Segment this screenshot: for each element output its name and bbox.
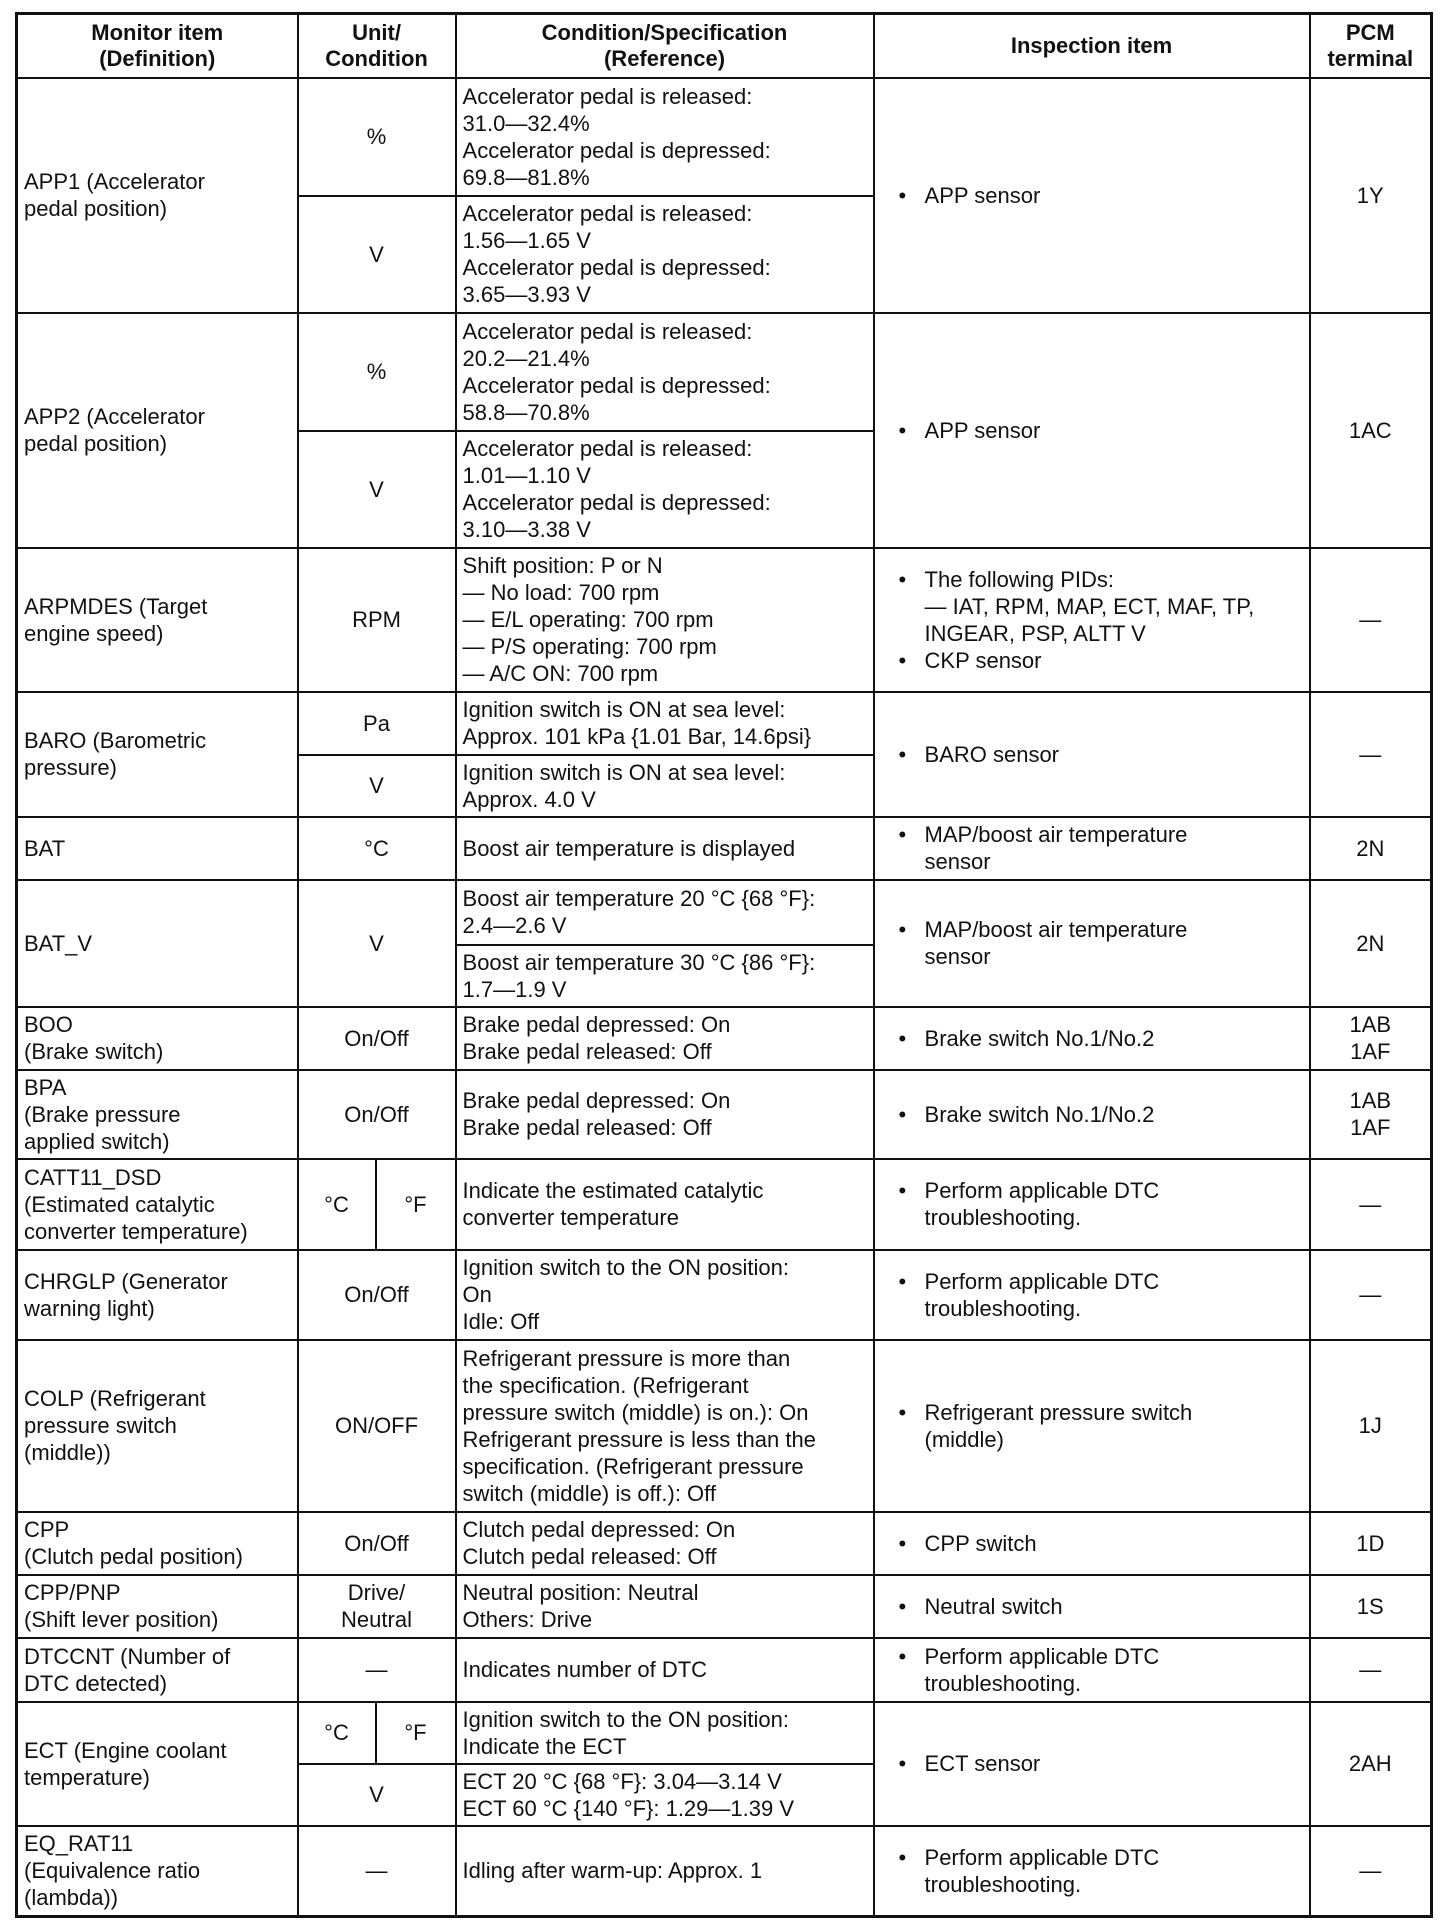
table-row bbox=[17, 817, 1432, 880]
header-monitor-item: Monitor item (Definition) bbox=[17, 14, 298, 78]
pcm-terminal: 2AH bbox=[1310, 1702, 1432, 1826]
pcm-terminal: 1AB 1AF bbox=[1310, 1007, 1432, 1070]
condition-cell: Accelerator pedal is released: 1.01—1.10 V Accelerator pedal is depressed: 3.10—3.38 V bbox=[456, 431, 874, 548]
inspection-list bbox=[881, 566, 1303, 674]
unit-cell: °C bbox=[298, 1159, 376, 1250]
unit-cell: °C bbox=[298, 1702, 376, 1764]
inspection-item: • Perform applicable DTC troubleshooting. bbox=[903, 1844, 1303, 1898]
pcm-terminal: — bbox=[1310, 1159, 1432, 1250]
unit-cell: On/Off bbox=[298, 1250, 456, 1340]
inspection-item: • BARO sensor bbox=[903, 741, 1303, 768]
inspection-cell bbox=[874, 1638, 1310, 1702]
table-row bbox=[17, 78, 1432, 196]
inspection-list bbox=[881, 1643, 1303, 1697]
unit-cell: V bbox=[298, 196, 456, 313]
inspection-list bbox=[881, 417, 1303, 444]
inspection-list bbox=[881, 916, 1303, 970]
condition-cell: Brake pedal depressed: On Brake pedal released: Off bbox=[456, 1007, 874, 1070]
inspection-item: • Neutral switch bbox=[903, 1593, 1303, 1620]
inspection-cell bbox=[874, 1340, 1310, 1512]
monitor-item: BAT_V bbox=[17, 880, 298, 1007]
inspection-item: • APP sensor bbox=[903, 417, 1303, 444]
inspection-item: • Perform applicable DTC troubleshooting. bbox=[903, 1268, 1303, 1322]
monitor-item: ARPMDES (Target engine speed) bbox=[17, 548, 298, 692]
inspection-list bbox=[881, 1844, 1303, 1898]
condition-cell: Indicate the estimated catalytic converter temperature bbox=[456, 1159, 874, 1250]
table-row bbox=[17, 313, 1432, 431]
monitor-item: APP2 (Accelerator pedal position) bbox=[17, 313, 298, 548]
inspection-list bbox=[881, 182, 1303, 209]
unit-cell-alt: °F bbox=[376, 1702, 456, 1764]
condition-cell: Accelerator pedal is released: 31.0—32.4% Accelerator pedal is depressed: 69.8—81.8% bbox=[456, 78, 874, 196]
inspection-list bbox=[881, 1750, 1303, 1777]
condition-cell: Ignition switch is ON at sea level: Approx. 4.0 V bbox=[456, 755, 874, 817]
pcm-terminal: — bbox=[1310, 1826, 1432, 1917]
condition-cell: Indicates number of DTC bbox=[456, 1638, 874, 1702]
inspection-cell bbox=[874, 548, 1310, 692]
pcm-terminal: 1D bbox=[1310, 1512, 1432, 1575]
monitor-item: CHRGLP (Generator warning light) bbox=[17, 1250, 298, 1340]
inspection-cell bbox=[874, 78, 1310, 313]
table-row bbox=[17, 1702, 1432, 1764]
monitor-item: EQ_RAT11 (Equivalence ratio (lambda)) bbox=[17, 1826, 298, 1917]
inspection-item: • Perform applicable DTC troubleshooting. bbox=[903, 1177, 1303, 1231]
condition-cell: ECT 20 °C {68 °F}: 3.04—3.14 V ECT 60 °C {140 °F}: 1.29—1.39 V bbox=[456, 1764, 874, 1826]
inspection-item: • MAP/boost air temperature sensor bbox=[903, 821, 1303, 875]
condition-cell: Neutral position: Neutral Others: Drive bbox=[456, 1575, 874, 1638]
pcm-terminal: 1AC bbox=[1310, 313, 1432, 548]
inspection-cell bbox=[874, 1070, 1310, 1159]
inspection-item: • ECT sensor bbox=[903, 1750, 1303, 1777]
pcm-terminal: 1Y bbox=[1310, 78, 1432, 313]
inspection-list bbox=[881, 1268, 1303, 1322]
monitor-item: CPP/PNP (Shift lever position) bbox=[17, 1575, 298, 1638]
condition-cell: Ignition switch is ON at sea level: Approx. 101 kPa {1.01 Bar, 14.6psi} bbox=[456, 692, 874, 755]
inspection-cell bbox=[874, 1159, 1310, 1250]
inspection-list bbox=[881, 1399, 1303, 1453]
unit-cell: V bbox=[298, 431, 456, 548]
unit-cell: — bbox=[298, 1638, 456, 1702]
inspection-item: • MAP/boost air temperature sensor bbox=[903, 916, 1303, 970]
monitor-item: CPP (Clutch pedal position) bbox=[17, 1512, 298, 1575]
unit-cell: °C bbox=[298, 817, 456, 880]
monitor-item: BPA (Brake pressure applied switch) bbox=[17, 1070, 298, 1159]
unit-cell: % bbox=[298, 313, 456, 431]
condition-cell: Brake pedal depressed: On Brake pedal released: Off bbox=[456, 1070, 874, 1159]
table-row bbox=[17, 1070, 1432, 1159]
pcm-terminal: — bbox=[1310, 1250, 1432, 1340]
condition-cell: Accelerator pedal is released: 20.2—21.4% Accelerator pedal is depressed: 58.8—70.8% bbox=[456, 313, 874, 431]
unit-cell: ON/OFF bbox=[298, 1340, 456, 1512]
inspection-list bbox=[881, 821, 1303, 875]
pcm-terminal: — bbox=[1310, 692, 1432, 817]
inspection-cell bbox=[874, 1575, 1310, 1638]
inspection-list bbox=[881, 1025, 1303, 1052]
condition-cell: Shift position: P or N — No load: 700 rpm — E/L operating: 700 rpm — P/S operating: 700 rpm — A/C ON: 700 rpm bbox=[456, 548, 874, 692]
condition-cell: Ignition switch to the ON position: Indicate the ECT bbox=[456, 1702, 874, 1764]
inspection-item: • Brake switch No.1/No.2 bbox=[903, 1101, 1303, 1128]
inspection-cell bbox=[874, 817, 1310, 880]
condition-cell: Ignition switch to the ON position: On Idle: Off bbox=[456, 1250, 874, 1340]
pcm-terminal: 2N bbox=[1310, 817, 1432, 880]
table-row bbox=[17, 1340, 1432, 1512]
monitor-item: COLP (Refrigerant pressure switch (middle)) bbox=[17, 1340, 298, 1512]
unit-cell: On/Off bbox=[298, 1070, 456, 1159]
inspection-cell bbox=[874, 880, 1310, 1007]
monitor-item: BOO (Brake switch) bbox=[17, 1007, 298, 1070]
condition-cell: Accelerator pedal is released: 1.56—1.65 V Accelerator pedal is depressed: 3.65—3.93 V bbox=[456, 196, 874, 313]
unit-cell: Pa bbox=[298, 692, 456, 755]
condition-cell: Clutch pedal depressed: On Clutch pedal released: Off bbox=[456, 1512, 874, 1575]
table-row bbox=[17, 692, 1432, 755]
monitor-item-table bbox=[15, 12, 1433, 1918]
monitor-item: BAT bbox=[17, 817, 298, 880]
inspection-item: • Refrigerant pressure switch (middle) bbox=[903, 1399, 1303, 1453]
inspection-cell bbox=[874, 1826, 1310, 1917]
table-row bbox=[17, 1826, 1432, 1917]
inspection-cell bbox=[874, 1007, 1310, 1070]
condition-cell: Boost air temperature is displayed bbox=[456, 817, 874, 880]
header-condition: Condition/Specification (Reference) bbox=[456, 14, 874, 78]
monitor-item: BARO (Barometric pressure) bbox=[17, 692, 298, 817]
inspection-cell bbox=[874, 1512, 1310, 1575]
inspection-item: • Perform applicable DTC troubleshooting. bbox=[903, 1643, 1303, 1697]
table-row bbox=[17, 548, 1432, 692]
unit-cell: % bbox=[298, 78, 456, 196]
unit-cell-alt: °F bbox=[376, 1159, 456, 1250]
pcm-terminal: 1J bbox=[1310, 1340, 1432, 1512]
condition-cell: Boost air temperature 20 °C {68 °F}: 2.4—2.6 V bbox=[456, 880, 874, 945]
table-row bbox=[17, 1250, 1432, 1340]
inspection-list bbox=[881, 1177, 1303, 1231]
inspection-list bbox=[881, 1593, 1303, 1620]
condition-cell: Boost air temperature 30 °C {86 °F}: 1.7—1.9 V bbox=[456, 945, 874, 1007]
header-pcm-terminal: PCM terminal bbox=[1310, 14, 1432, 78]
unit-cell: V bbox=[298, 755, 456, 817]
monitor-item: CATT11_DSD (Estimated catalytic converter temperature) bbox=[17, 1159, 298, 1250]
unit-cell: Drive/ Neutral bbox=[298, 1575, 456, 1638]
inspection-item: • APP sensor bbox=[903, 182, 1303, 209]
unit-cell: V bbox=[298, 880, 456, 1007]
inspection-list bbox=[881, 1101, 1303, 1128]
header-unit: Unit/ Condition bbox=[298, 14, 456, 78]
monitor-item: APP1 (Accelerator pedal position) bbox=[17, 78, 298, 313]
inspection-cell bbox=[874, 1250, 1310, 1340]
table-row bbox=[17, 880, 1432, 945]
inspection-list bbox=[881, 741, 1303, 768]
inspection-cell bbox=[874, 1702, 1310, 1826]
monitor-item: ECT (Engine coolant temperature) bbox=[17, 1702, 298, 1826]
header-inspection: Inspection item bbox=[874, 14, 1310, 78]
unit-cell: On/Off bbox=[298, 1512, 456, 1575]
pcm-terminal: — bbox=[1310, 548, 1432, 692]
unit-cell: V bbox=[298, 1764, 456, 1826]
table-row bbox=[17, 1638, 1432, 1702]
header-row bbox=[17, 14, 1432, 78]
inspection-list bbox=[881, 1530, 1303, 1557]
table-row bbox=[17, 1512, 1432, 1575]
condition-cell: Refrigerant pressure is more than the specification. (Refrigerant pressure switch (middle) is on.): On Refrigerant pressure is less than the specification. (Refrigerant pressure switch (middle) is off.): Off bbox=[456, 1340, 874, 1512]
pcm-terminal: 1S bbox=[1310, 1575, 1432, 1638]
inspection-item: • CKP sensor bbox=[903, 647, 1303, 674]
inspection-cell bbox=[874, 313, 1310, 548]
table-row bbox=[17, 1007, 1432, 1070]
inspection-item: • The following PIDs: — IAT, RPM, MAP, ECT, MAF, TP, INGEAR, PSP, ALTT V bbox=[903, 566, 1303, 647]
inspection-item: • CPP switch bbox=[903, 1530, 1303, 1557]
table-row bbox=[17, 1159, 1432, 1250]
inspection-item: • Brake switch No.1/No.2 bbox=[903, 1025, 1303, 1052]
unit-cell: RPM bbox=[298, 548, 456, 692]
unit-cell: — bbox=[298, 1826, 456, 1917]
monitor-item: DTCCNT (Number of DTC detected) bbox=[17, 1638, 298, 1702]
pcm-terminal: 2N bbox=[1310, 880, 1432, 1007]
condition-cell: Idling after warm-up: Approx. 1 bbox=[456, 1826, 874, 1917]
inspection-cell bbox=[874, 692, 1310, 817]
pcm-terminal: 1AB 1AF bbox=[1310, 1070, 1432, 1159]
table-row bbox=[17, 1575, 1432, 1638]
unit-cell: On/Off bbox=[298, 1007, 456, 1070]
pcm-terminal: — bbox=[1310, 1638, 1432, 1702]
